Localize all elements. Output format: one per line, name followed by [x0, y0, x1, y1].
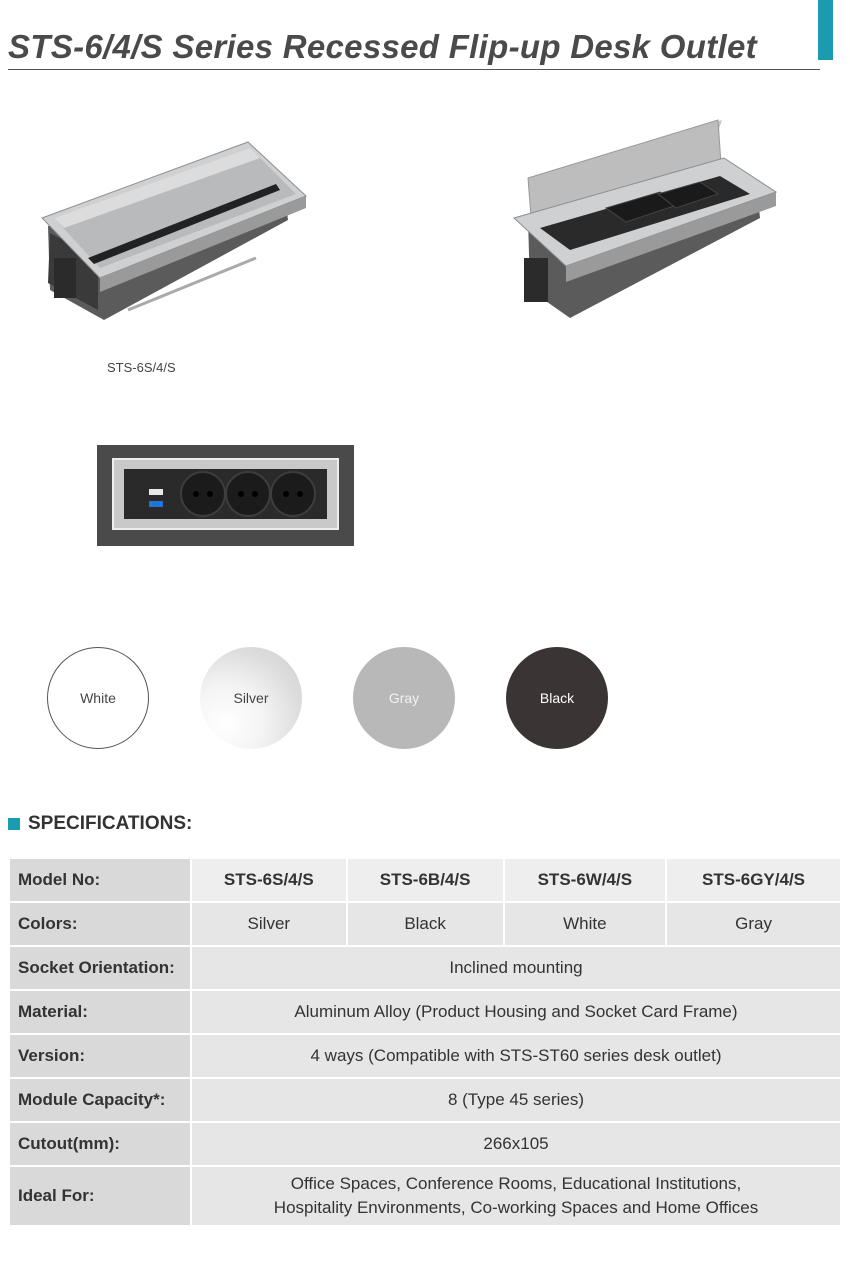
accent-bar [818, 0, 833, 60]
swatch-label: Gray [388, 690, 420, 706]
swatch-label: White [80, 690, 116, 706]
table-row [10, 1035, 840, 1077]
product-caption: STS-6S/4/S [107, 360, 176, 375]
swatch-label: Silver [233, 690, 269, 706]
row-value: 4 ways (Compatible with STS-ST60 series desk outlet) [192, 1035, 840, 1077]
specifications-heading [8, 813, 192, 835]
row-label: Module Capacity*: [10, 1079, 190, 1121]
swatch-gray [353, 647, 455, 749]
table-row [10, 1123, 840, 1165]
square-bullet-icon [8, 818, 20, 830]
table-row [10, 1079, 840, 1121]
row-value: 8 (Type 45 series) [192, 1079, 840, 1121]
model-cell: STS-6GY/4/S [667, 859, 840, 901]
row-value [192, 1167, 840, 1225]
table-row [10, 859, 840, 901]
table-row [10, 903, 840, 945]
swatch-white [47, 647, 149, 749]
row-label: Material: [10, 991, 190, 1033]
specifications-table [8, 857, 842, 1227]
title-divider [8, 69, 820, 70]
model-cell: STS-6W/4/S [505, 859, 665, 901]
color-cell: Silver [192, 903, 346, 945]
row-label: Socket Orientation: [10, 947, 190, 989]
page-title: STS-6/4/S Series Recessed Flip-up Desk Outlet [8, 28, 757, 65]
swatch-black [506, 647, 608, 749]
model-cell: STS-6S/4/S [192, 859, 346, 901]
model-cell: STS-6B/4/S [348, 859, 503, 901]
row-value: 266x105 [192, 1123, 840, 1165]
table-row [10, 991, 840, 1033]
ideal-for-line: Hospitality Environments, Co-working Spaces and Home Offices [273, 1198, 759, 1217]
table-row [10, 1167, 840, 1225]
product-image-closed [38, 138, 310, 324]
color-cell: Gray [667, 903, 840, 945]
product-image-open [510, 118, 782, 324]
row-value: Aluminum Alloy (Product Housing and Socket Card Frame) [192, 991, 840, 1033]
row-label: Version: [10, 1035, 190, 1077]
product-image-top-view [97, 445, 354, 546]
swatch-silver [200, 647, 302, 749]
row-label: Cutout(mm): [10, 1123, 190, 1165]
row-label: Ideal For: [10, 1167, 190, 1225]
color-cell: White [505, 903, 665, 945]
row-value: Inclined mounting [192, 947, 840, 989]
ideal-for-line: Office Spaces, Conference Rooms, Educational Institutions, [290, 1174, 742, 1193]
color-cell: Black [348, 903, 503, 945]
swatch-label: Black [539, 690, 575, 706]
specifications-heading-text: SPECIFICATIONS: [28, 813, 193, 834]
row-label: Model No: [10, 859, 190, 901]
table-row [10, 947, 840, 989]
row-label: Colors: [10, 903, 190, 945]
